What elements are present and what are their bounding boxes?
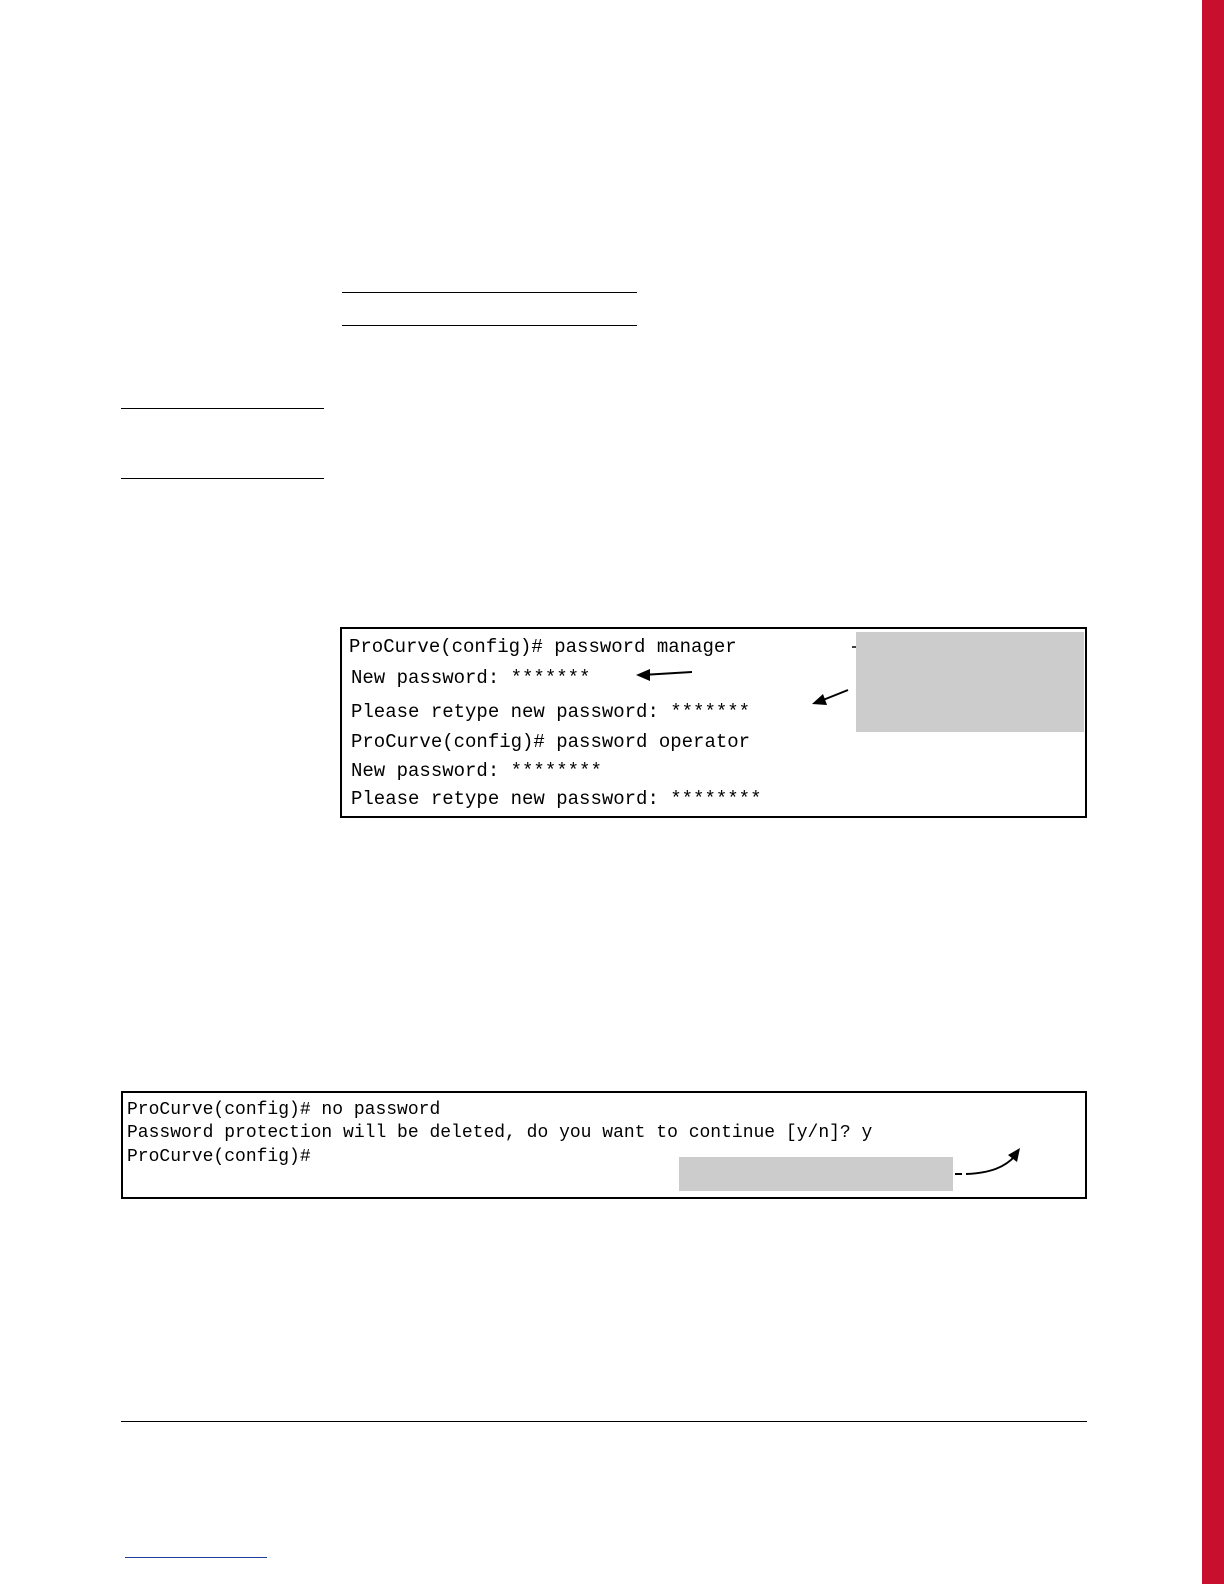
callout-arrows bbox=[123, 1093, 1085, 1197]
terminal-line: Password protection will be deleted, do you want to continue [y/n]? y bbox=[127, 1123, 873, 1143]
terminal-line: ProCurve(config)# bbox=[127, 1147, 311, 1167]
terminal-line: Please retype new password: ******* bbox=[351, 701, 751, 723]
terminal-figure-remove-password bbox=[121, 1091, 1087, 1199]
arrow-icon bbox=[812, 690, 848, 705]
page-edge-tab bbox=[1202, 0, 1224, 1584]
terminal-line: New password: ******* bbox=[351, 667, 591, 689]
footer-link-underline[interactable] bbox=[125, 1557, 267, 1558]
terminal-line: ProCurve(config)# password manager bbox=[349, 636, 737, 658]
note-rule-bottom bbox=[121, 478, 324, 479]
terminal-line: New password: ******** bbox=[351, 760, 602, 782]
table-rule-bottom bbox=[342, 325, 637, 326]
footer-rule bbox=[121, 1421, 1087, 1422]
table-rule-top bbox=[342, 292, 637, 293]
arrow-icon bbox=[636, 669, 692, 681]
terminal-figure-set-passwords bbox=[340, 627, 1087, 818]
terminal-line: ProCurve(config)# password operator bbox=[351, 731, 751, 753]
note-rule-top bbox=[121, 408, 324, 409]
terminal-line: Please retype new password: ******** bbox=[351, 788, 762, 810]
callout-arrows bbox=[342, 629, 1085, 816]
terminal-line: ProCurve(config)# no password bbox=[127, 1100, 441, 1120]
curved-arrow-icon bbox=[955, 1148, 1020, 1174]
